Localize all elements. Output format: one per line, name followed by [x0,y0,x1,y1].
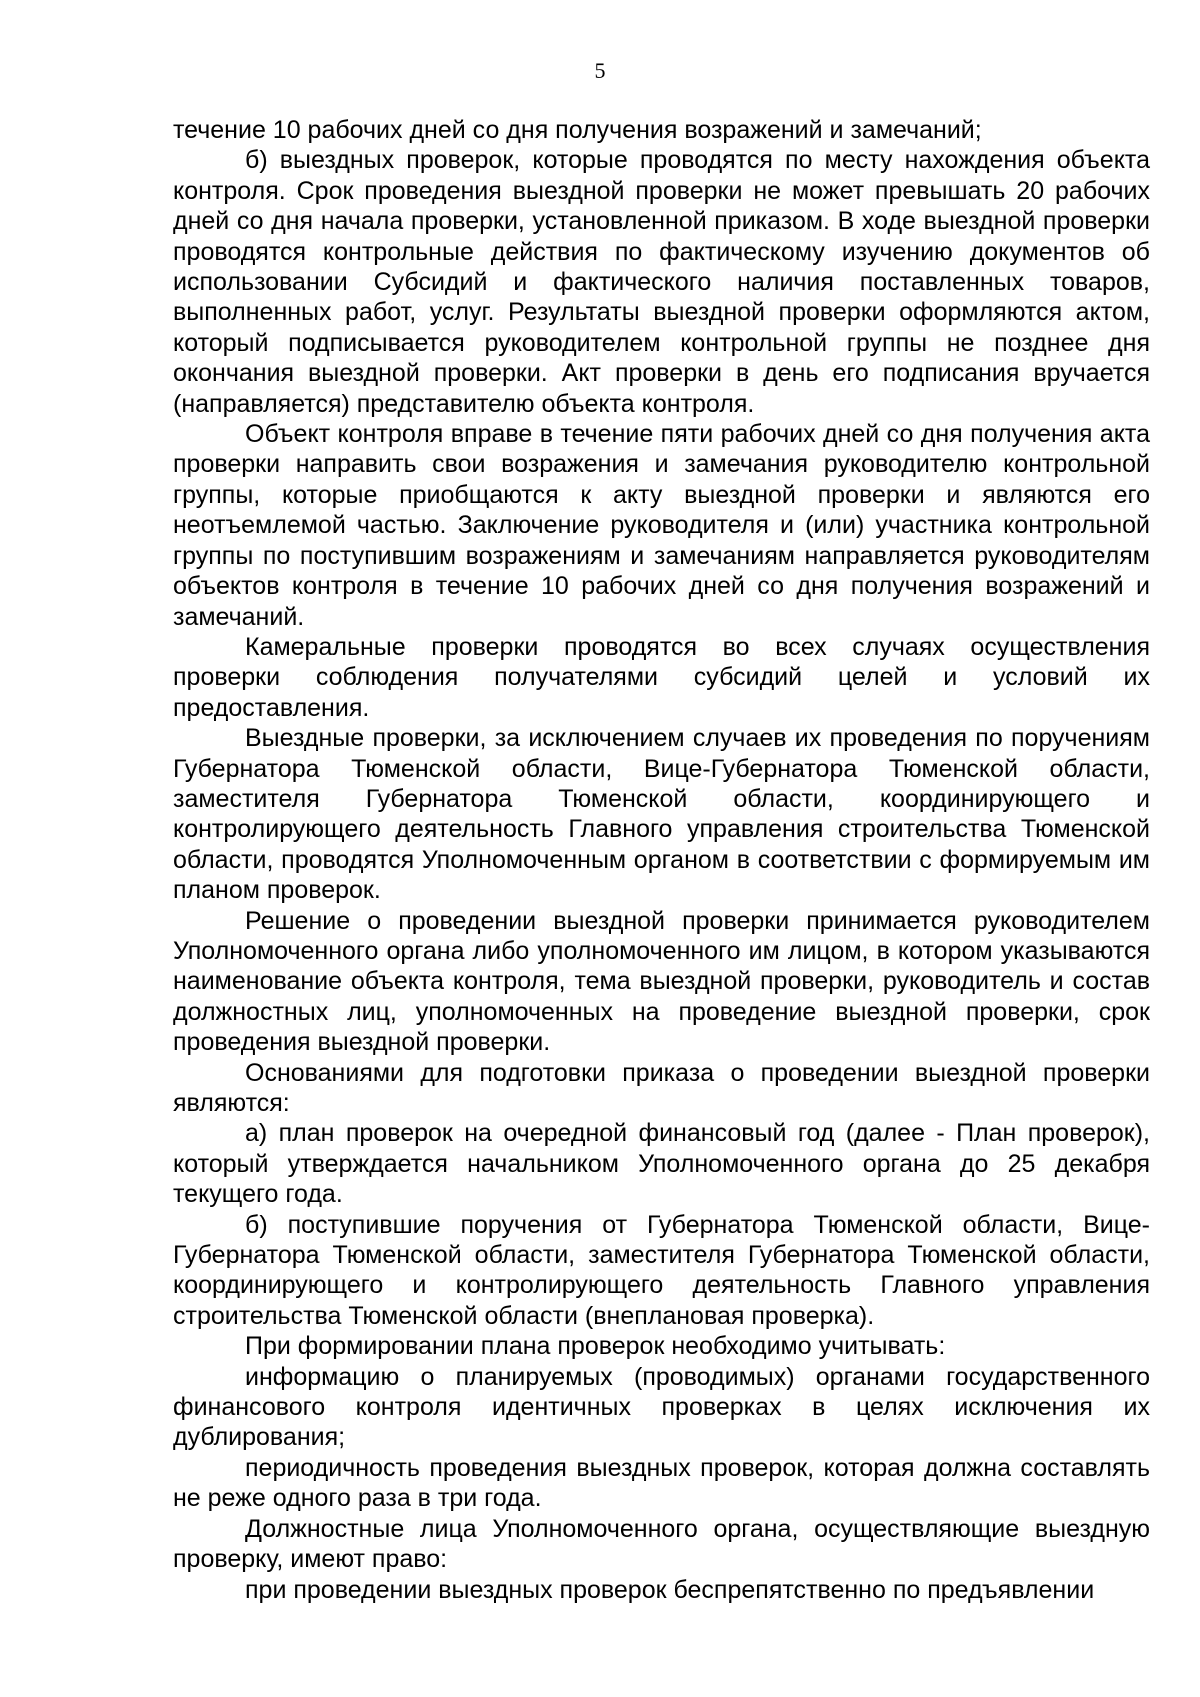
paragraph: течение 10 рабочих дней со дня получения возражений и замечаний; [173,116,982,144]
paragraph: Камеральные проверки проводятся во всех случаях осуществления проверки соблюдения получателями субсидий целей и условий их предоставления. [173,632,1150,722]
paragraph: б) выездных проверок, которые проводятся по месту нахождения объекта контроля. Срок проведения выездной проверки не может превышать 20 рабочих дней со дня начала проверки, установленной приказом. В ходе выездной проверки проводятся контрольные действия по фактическому изучению документов об использовании Субсидий и фактического наличия поставленных товаров, выполненных работ, услуг. Результаты выездной проверки оформляются актом, который подписывается руководителем контрольной группы не позднее дня окончания выездной проверки. Акт проверки в день его подписания вручается (направляется) представителю объекта контроля. [173,146,1150,418]
paragraph: Выездные проверки, за исключением случаев их проведения по поручениям Губернатора Тюменской области, Вице-Губернатора Тюменской области, заместителя Губернатора Тюменской области, координирующего и контролирующего деятельность Главного управления строительства Тюменской области, проводятся Уполномоченным органом в соответствии с формируемым им планом проверок. [173,724,1150,905]
paragraph: б) поступившие поручения от Губернатора Тюменской области, Вице-Губернатора Тюменской области, заместителя Губернатора Тюменской области, координирующего и контролирующего деятельность Главного управления строительства Тюменской области (внеплановая проверка). [173,1210,1150,1330]
page-number: 5 [594,58,606,83]
paragraph: Основаниями для подготовки приказа о проведении выездной проверки являются: [173,1058,1150,1117]
paragraph: а) план проверок на очередной финансовый год (далее - План проверок), который утверждается начальником Уполномоченного органа до 25 декабря текущего года. [173,1119,1150,1209]
document-body [173,115,1150,1605]
paragraph: Должностные лица Уполномоченного органа, осуществляющие выездную проверку, имеют право: [173,1514,1150,1574]
paragraph: Решение о проведении выездной проверки принимается руководителем Уполномоченного органа либо уполномоченного им лицом, в котором указываются наименование объекта контроля, тема выездной проверки, руководитель и состав должностных лиц, уполномоченных на проведение выездной проверки, срок проведения выездной проверки. [173,906,1150,1057]
paragraph: Объект контроля вправе в течение пяти рабочих дней со дня получения акта проверки направить свои возражения и замечания руководителю контрольной группы, которые приобщаются к акту выездной проверки и являются его неотъемлемой частью. Заключение руководителя и (или) участника контрольной группы по поступившим возражениям и замечаниям направляется руководителям объектов контроля в течение 10 рабочих дней со дня получения возражений и замечаний. [173,420,1150,631]
paragraph: При формировании плана проверок необходимо учитывать: [245,1332,946,1361]
paragraph: периодичность проведения выездных проверок, которая должна составлять не реже одного раза в три года. [173,1453,1150,1513]
paragraph: при проведении выездных проверок беспрепятственно по предъявлении [245,1575,1095,1604]
paragraph: информацию о планируемых (проводимых) органами государственного финансового контроля идентичных проверках в целях исключения их дублирования; [173,1362,1150,1452]
